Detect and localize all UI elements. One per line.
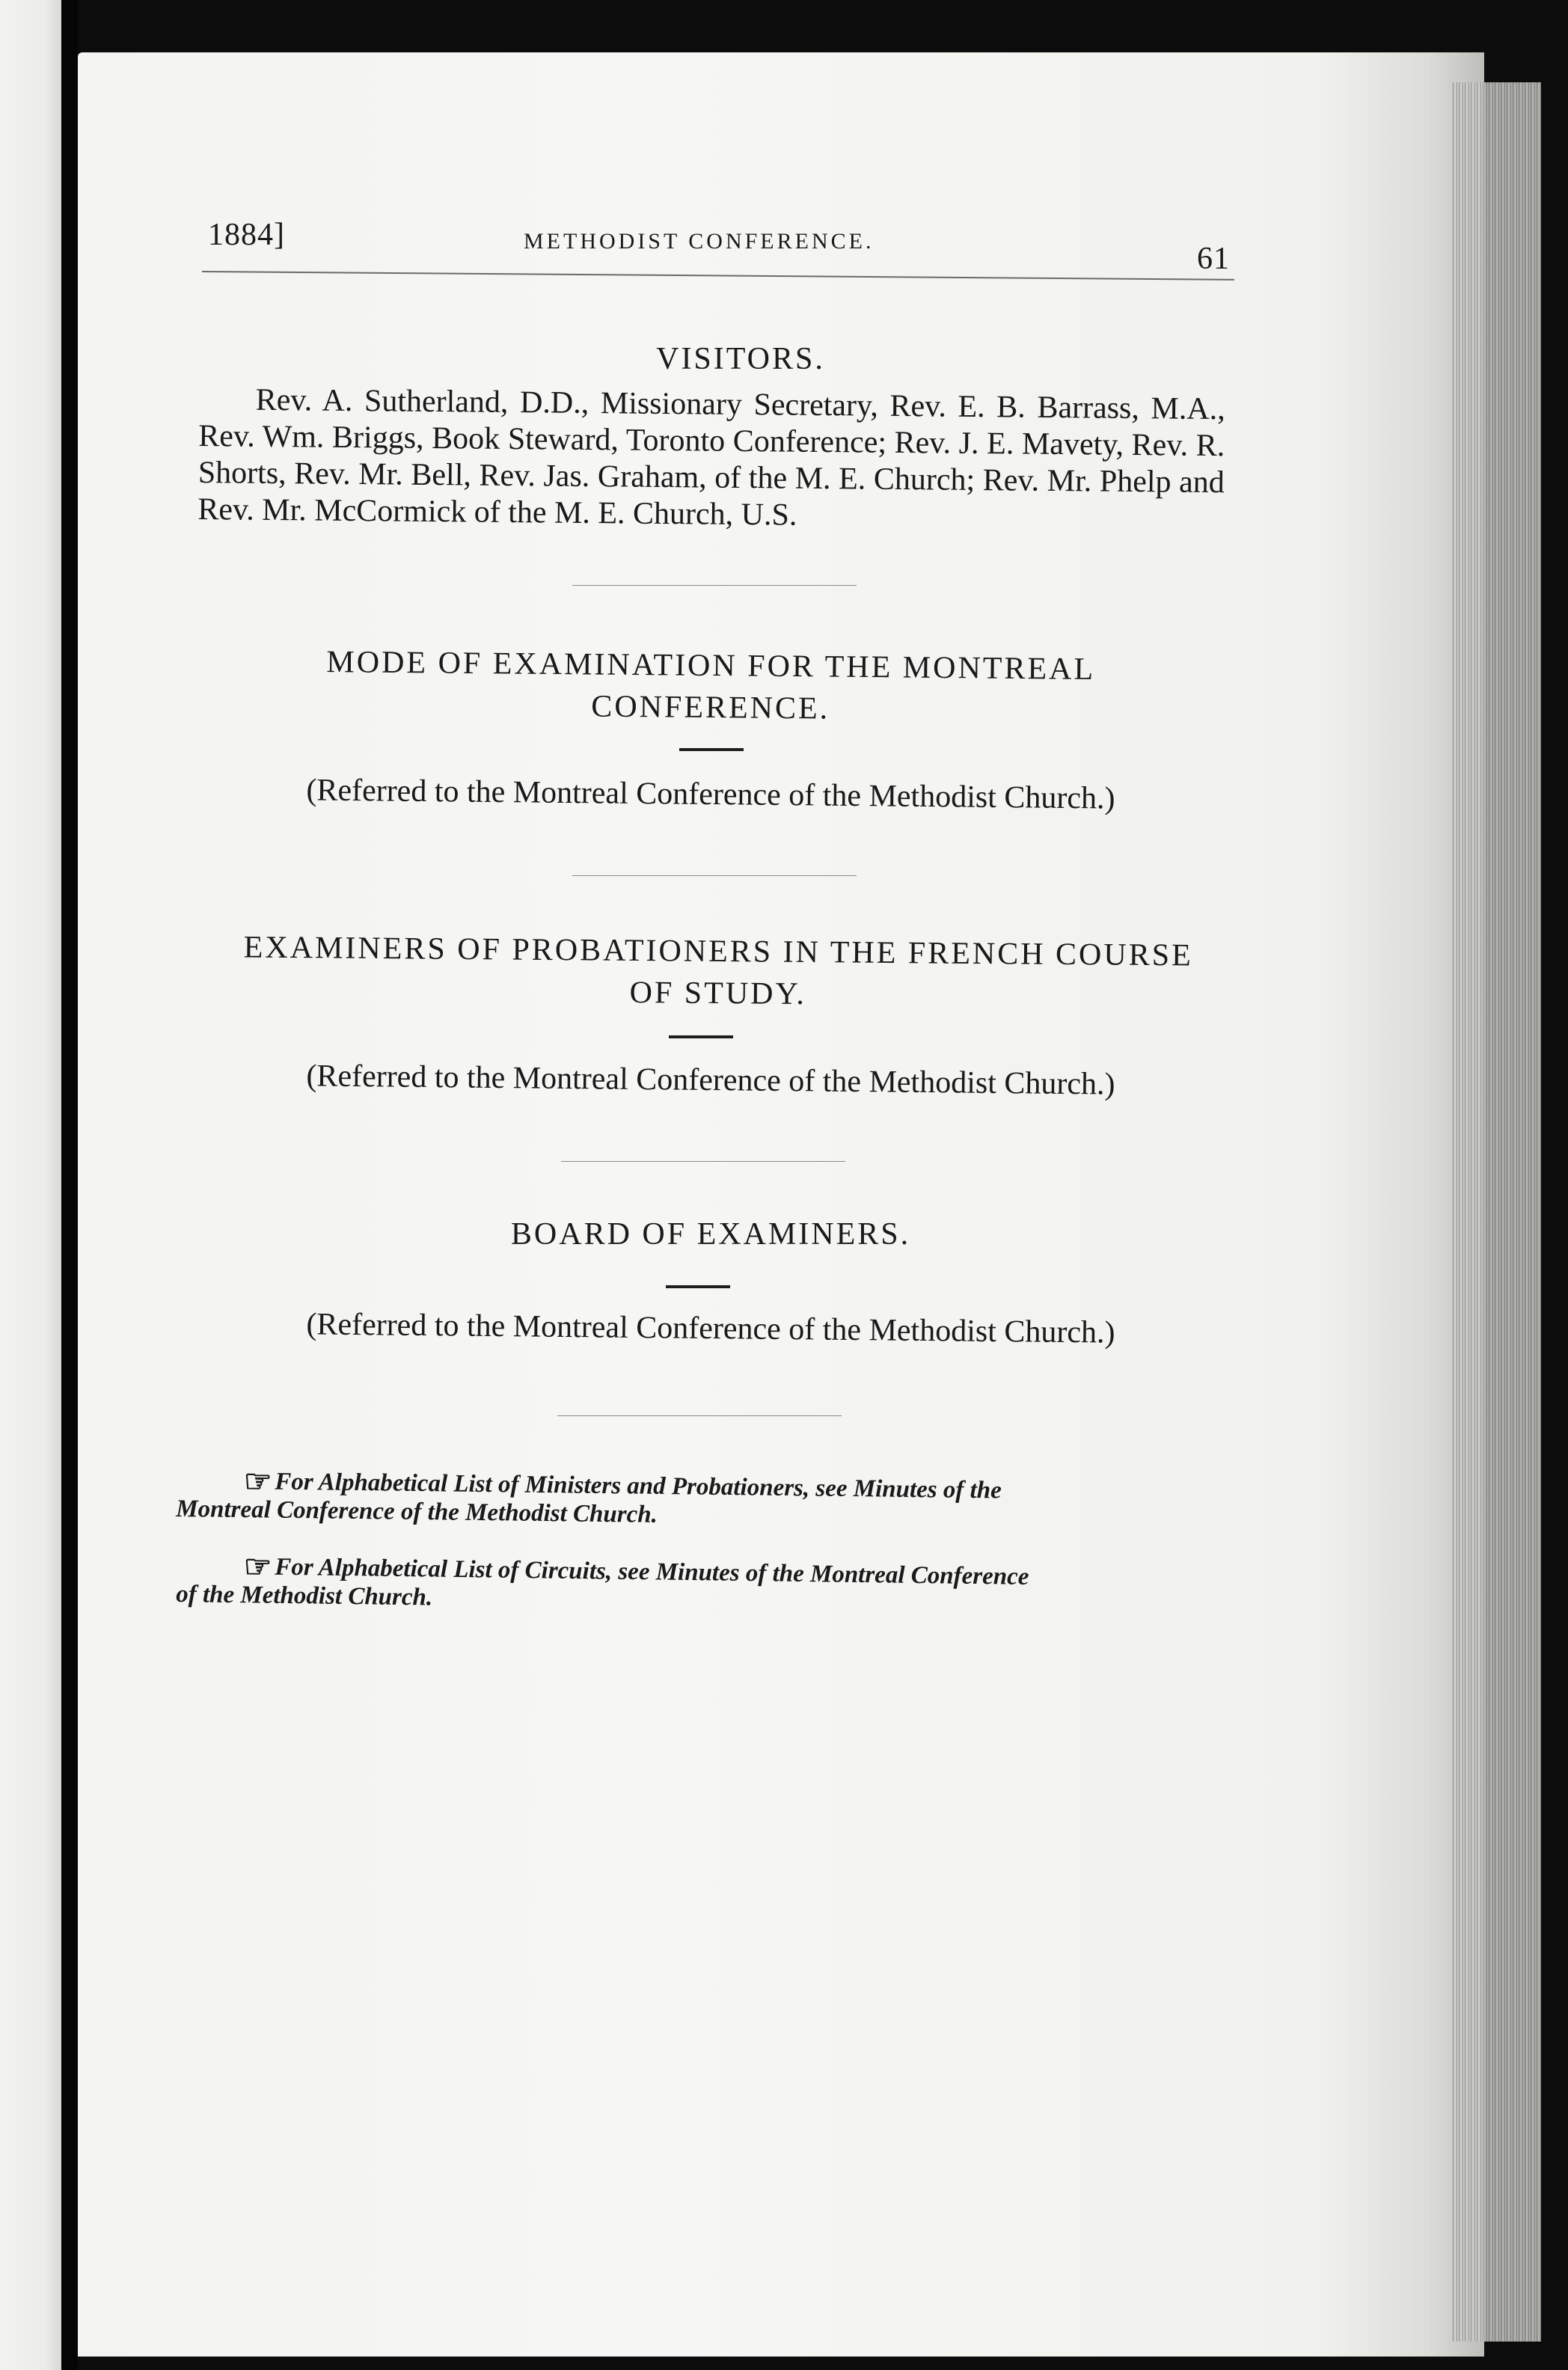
mode-heading-line2: CONFERENCE.: [591, 689, 830, 726]
note-ministers-list: [176, 1466, 1224, 1536]
board-heading: BOARD OF EXAMINERS.: [510, 1217, 911, 1252]
short-rule: [679, 748, 744, 751]
header-page-number: 61: [1197, 242, 1230, 276]
examiners-heading-line1: EXAMINERS OF PROBATIONERS IN THE FRENCH COURSE: [243, 930, 1193, 973]
note1-line2: Montreal Conference of the Methodist Church.: [176, 1495, 658, 1528]
examiners-heading: [187, 926, 1250, 1019]
pointing-hand-icon: ☞: [243, 1550, 272, 1585]
visitors-text: Rev. A. Sutherland, D.D., Missionary Secretary, Rev. E. B. Barrass, M.A., Rev. Wm. Briggs, Book Steward, Toronto Conference; Rev. J. E. Mavety, Rev. R. Shorts, Rev. Mr. Bell, Rev. Jas. Graham, of the M. E. Church; Rev. Mr. Phelp and Rev. Mr. McCormick of the M. E. Church, U.S.: [197, 382, 1225, 533]
separator-rule: [572, 585, 857, 586]
header-rule: [202, 271, 1234, 281]
visitors-paragraph: [197, 382, 1225, 538]
mode-heading-line1: MODE OF EXAMINATION FOR THE MONTREAL: [326, 645, 1096, 687]
short-rule: [666, 1285, 730, 1288]
mode-referred-note: (Referred to the Montreal Conference of the Methodist Church.): [306, 773, 1115, 816]
note1-line1: For Alphabetical List of Ministers and Probationers, see Minutes of the: [275, 1468, 1002, 1504]
board-referred-note: (Referred to the Montreal Conference of the Methodist Church.): [306, 1307, 1115, 1350]
examiners-heading-line2: OF STUDY.: [629, 975, 807, 1012]
short-rule: [669, 1035, 733, 1038]
header-title: METHODIST CONFERENCE.: [524, 229, 875, 254]
separator-rule: [557, 1415, 842, 1416]
note2-line2: of the Methodist Church.: [176, 1580, 433, 1611]
note2-line1: For Alphabetical List of Circuits, see Minutes of the Montreal Conference: [275, 1553, 1029, 1590]
examiners-referred-note: (Referred to the Montreal Conference of the Methodist Church.): [306, 1059, 1115, 1102]
visitors-heading: VISITORS.: [656, 342, 825, 376]
note-circuits-list: [176, 1552, 1224, 1622]
separator-rule: [572, 875, 857, 876]
pointing-hand-icon: ☞: [243, 1465, 272, 1500]
mode-heading: [239, 640, 1182, 733]
header-year: 1884]: [208, 218, 285, 252]
separator-rule: [561, 1161, 845, 1162]
